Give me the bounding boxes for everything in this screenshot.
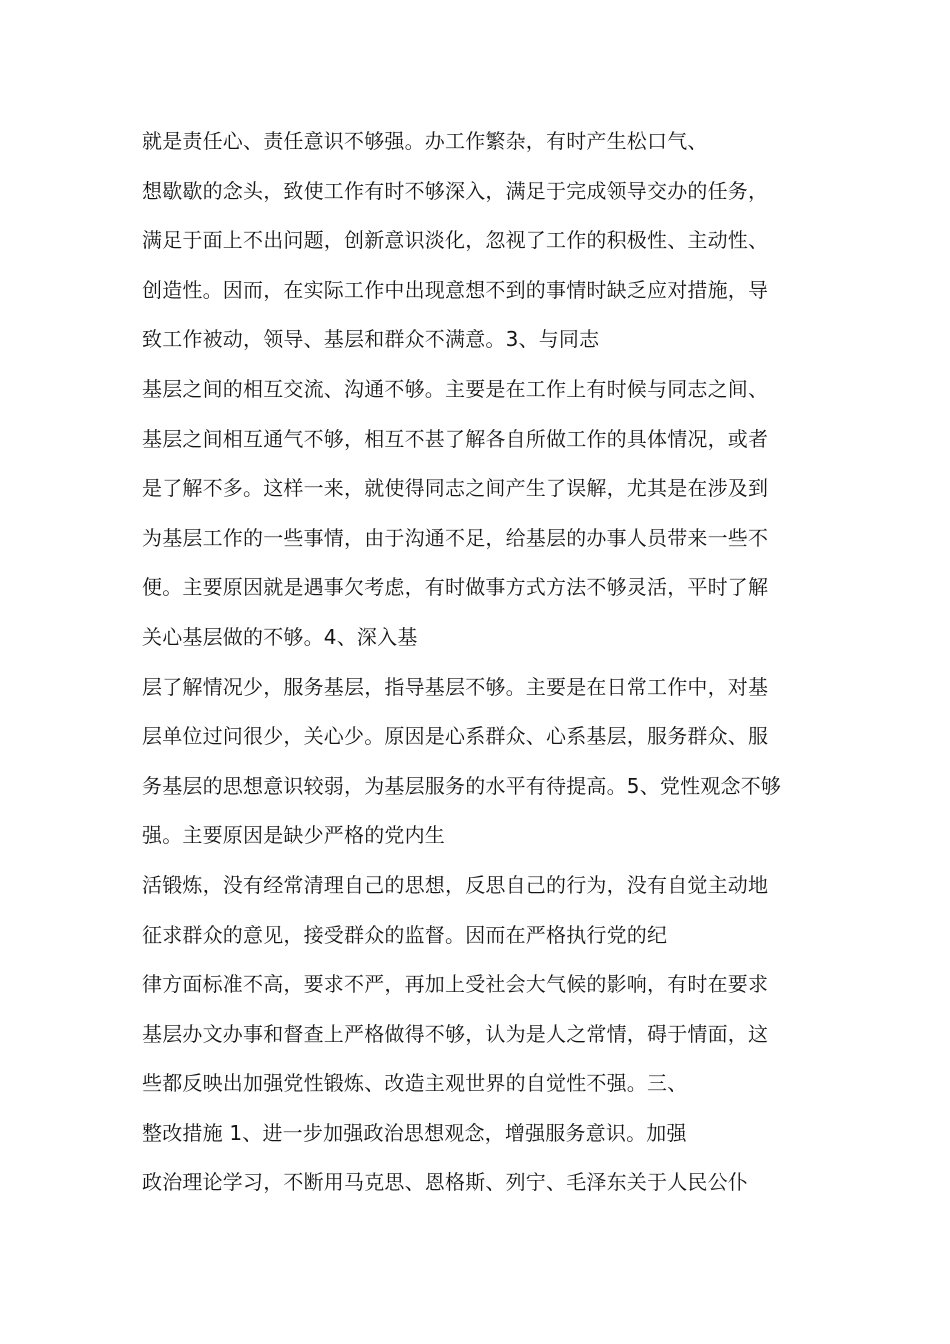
text-line: 致工作被动，领导、基层和群众不满意。3、与同志 <box>142 327 600 352</box>
text-line: 强。主要原因是缺少严格的党内生 <box>142 823 445 848</box>
text-line: 些都反映出加强党性锻炼、改造主观世界的自觉性不强。三、 <box>142 1071 688 1096</box>
text-line: 是了解不多。这样一来，就使得同志之间产生了误解，尤其是在涉及到 <box>142 476 769 501</box>
text-line: 层单位过问很少，关心少。原因是心系群众、心系基层，服务群众、服 <box>142 724 769 749</box>
text-line: 层了解情况少，服务基层，指导基层不够。主要是在日常工作中，对基 <box>142 674 769 699</box>
text-line: 为基层工作的一些事情，由于沟通不足，给基层的办事人员带来一些不 <box>142 525 769 550</box>
text-line: 整改措施 1、进一步加强政治思想观念，增强服务意识。加强 <box>142 1120 687 1145</box>
text-line: 征求群众的意见，接受群众的监督。因而在严格执行党的纪 <box>142 922 668 947</box>
text-line: 就是责任心、责任意识不够强。办工作繁杂，有时产生松口气、 <box>142 129 708 153</box>
text-line: 政治理论学习，不断用马克思、恩格斯、列宁、毛泽东关于人民公仆 <box>142 1170 748 1195</box>
text-line: 基层办文办事和督查上严格做得不够，认为是人之常情，碍于情面，这 <box>142 1021 769 1046</box>
text-line: 基层之间的相互交流、沟通不够。主要是在工作上有时候与同志之间、 <box>142 376 769 401</box>
text-line: 满足于面上不出问题，创新意识淡化，忽视了工作的积极性、主动性、 <box>142 228 769 253</box>
text-line: 律方面标准不高，要求不严，再加上受社会大气候的影响，有时在要求 <box>142 972 769 997</box>
text-line: 想歇歇的念头，致使工作有时不够深入，满足于完成领导交办的任务， <box>142 178 769 203</box>
text-line: 创造性。因而，在实际工作中出现意想不到的事情时缺乏应对措施，导 <box>142 277 769 302</box>
text-line: 便。主要原因就是遇事欠考虑，有时做事方式方法不够灵活，平时了解 <box>142 575 769 600</box>
text-line: 务基层的思想意识较弱，为基层服务的水平有待提高。5、党性观念不够 <box>142 773 782 798</box>
document-body <box>142 124 832 1215</box>
text-line: 关心基层做的不够。4、深入基 <box>142 624 418 649</box>
text-line: 基层之间相互通气不够，相互不甚了解各自所做工作的具体情况，或者 <box>142 426 769 451</box>
text-line: 活锻炼，没有经常清理自己的思想，反思自己的行为，没有自觉主动地 <box>142 872 769 897</box>
